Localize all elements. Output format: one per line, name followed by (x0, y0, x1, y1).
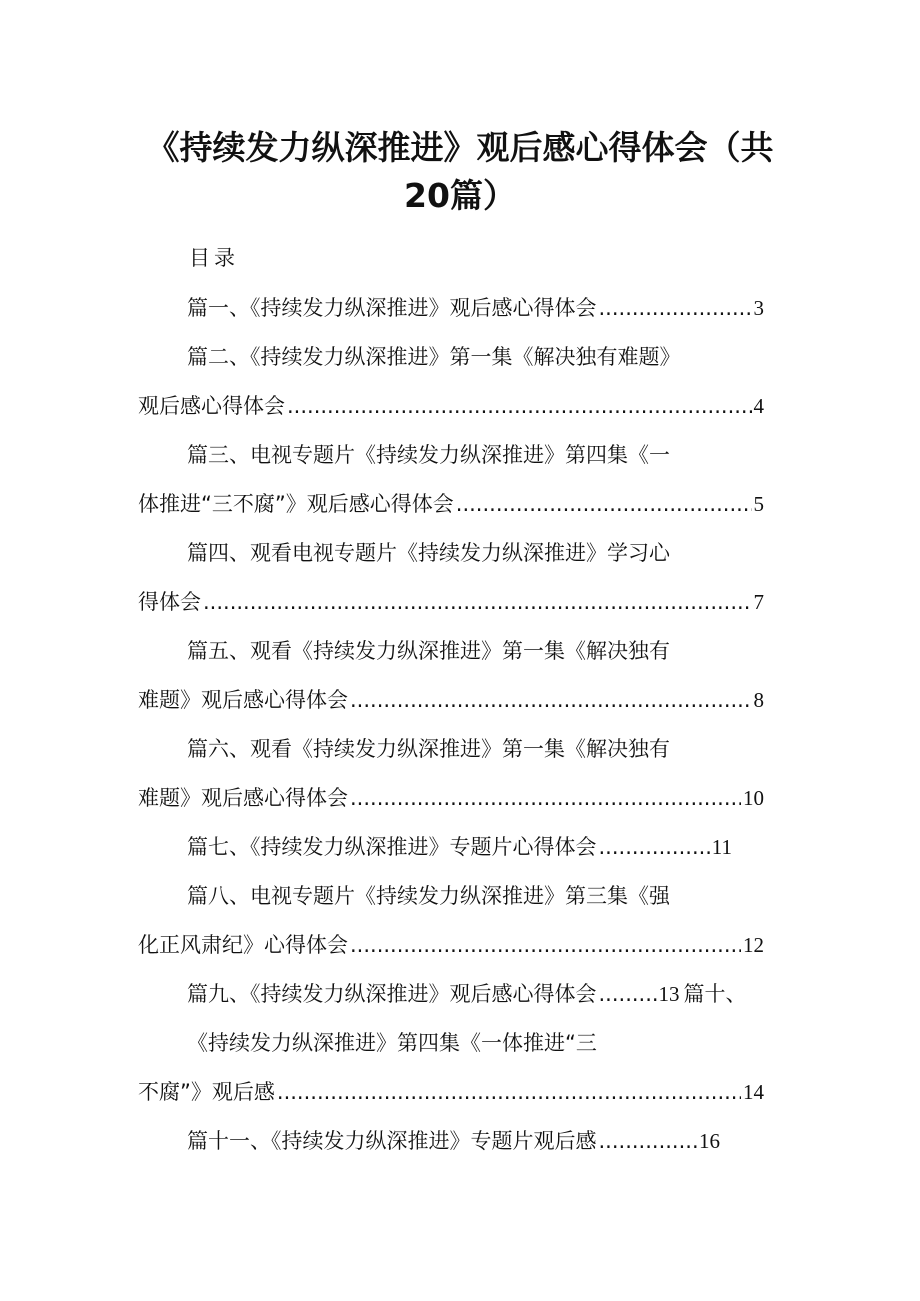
toc-entry-continued[interactable] (138, 930, 764, 960)
title-line-2: 20篇） (404, 176, 516, 215)
dot-leader (350, 685, 752, 715)
toc-entry-text: 篇八、电视专题片《持续发力纵深推进》第三集《强 (187, 884, 670, 908)
toc-entry-continued[interactable] (138, 587, 764, 617)
toc-entry-text: 体推进“三不腐”》观后感心得体会 (138, 492, 454, 516)
toc-entry[interactable] (138, 342, 764, 372)
toc-entry[interactable] (138, 636, 764, 666)
toc-entry-text: 篇六、观看《持续发力纵深推进》第一集《解决独有 (187, 737, 670, 761)
dot-leader (599, 979, 657, 1009)
title-line-1: 《持续发力纵深推进》观后感心得体会（共 (146, 128, 774, 167)
toc-page-number: 14 (743, 1080, 764, 1104)
toc-entry[interactable] (138, 538, 764, 568)
dot-leader (287, 391, 752, 421)
toc-page-number: 3 (753, 296, 764, 320)
toc-entry-text: 篇十一、《持续发力纵深推进》专题片观后感 (187, 1129, 597, 1153)
toc-entry-continued[interactable] (138, 391, 764, 421)
toc-heading: 目录 (189, 246, 239, 270)
document-title (120, 124, 800, 220)
toc-page-number: 5 (753, 492, 764, 516)
toc-entry-continued[interactable] (138, 685, 764, 715)
toc-page-number: 13 (658, 982, 680, 1006)
toc-page-number: 10 (743, 786, 764, 810)
toc-entry-text: 篇七、《持续发力纵深推进》专题片心得体会 (187, 835, 597, 859)
toc-page-number: 12 (743, 933, 764, 957)
toc-entry-continued[interactable] (138, 1077, 764, 1107)
toc-page-number: 8 (753, 688, 764, 712)
toc-page-number: 16 (699, 1129, 720, 1153)
dot-leader (350, 783, 741, 813)
dot-leader (599, 293, 752, 323)
toc-entry[interactable] (138, 832, 732, 862)
toc-entry-text: 篇三、电视专题片《持续发力纵深推进》第四集《一 (187, 443, 670, 467)
toc-entry-text: 难题》观后感心得体会 (138, 786, 348, 810)
toc-entry[interactable] (138, 293, 764, 323)
toc-entry-text: 化正风肃纪》心得体会 (138, 933, 348, 957)
toc-entry-continued[interactable] (138, 1028, 764, 1058)
toc-entry[interactable] (138, 440, 764, 470)
dot-leader (350, 930, 741, 960)
toc-entry-text: 篇四、观看电视专题片《持续发力纵深推进》学习心 (187, 541, 670, 565)
toc-entry-text: 篇二、《持续发力纵深推进》第一集《解决独有难题》 (187, 345, 681, 369)
toc-entry[interactable] (138, 734, 764, 764)
toc-entry-text: 篇一、《持续发力纵深推进》观后感心得体会 (187, 296, 597, 320)
toc-entry[interactable] (138, 979, 798, 1009)
toc-page-number: 7 (753, 590, 764, 614)
dot-leader (456, 489, 752, 519)
dot-leader (599, 832, 710, 862)
toc-page-number: 4 (753, 394, 764, 418)
toc-entry[interactable] (138, 1126, 720, 1156)
dot-leader (599, 1126, 698, 1156)
toc-entry-text: 《持续发力纵深推进》第四集《一体推进“三 (187, 1031, 597, 1055)
toc-entry[interactable] (138, 881, 764, 911)
toc-entry-continued[interactable] (138, 489, 764, 519)
toc-entry-text: 难题》观后感心得体会 (138, 688, 348, 712)
dot-leader (203, 587, 752, 617)
toc-entry-text-next: 篇十、 (683, 982, 747, 1006)
toc-entry-text: 篇五、观看《持续发力纵深推进》第一集《解决独有 (187, 639, 670, 663)
toc-entry-text: 得体会 (138, 590, 201, 614)
toc-entry-continued[interactable] (138, 783, 764, 813)
toc-page-number: 11 (711, 835, 732, 859)
toc-entry-text: 篇九、《持续发力纵深推进》观后感心得体会 (187, 982, 597, 1006)
toc-entry-text: 不腐”》观后感 (138, 1080, 275, 1104)
dot-leader (277, 1077, 741, 1107)
toc-entry-text: 观后感心得体会 (138, 394, 285, 418)
